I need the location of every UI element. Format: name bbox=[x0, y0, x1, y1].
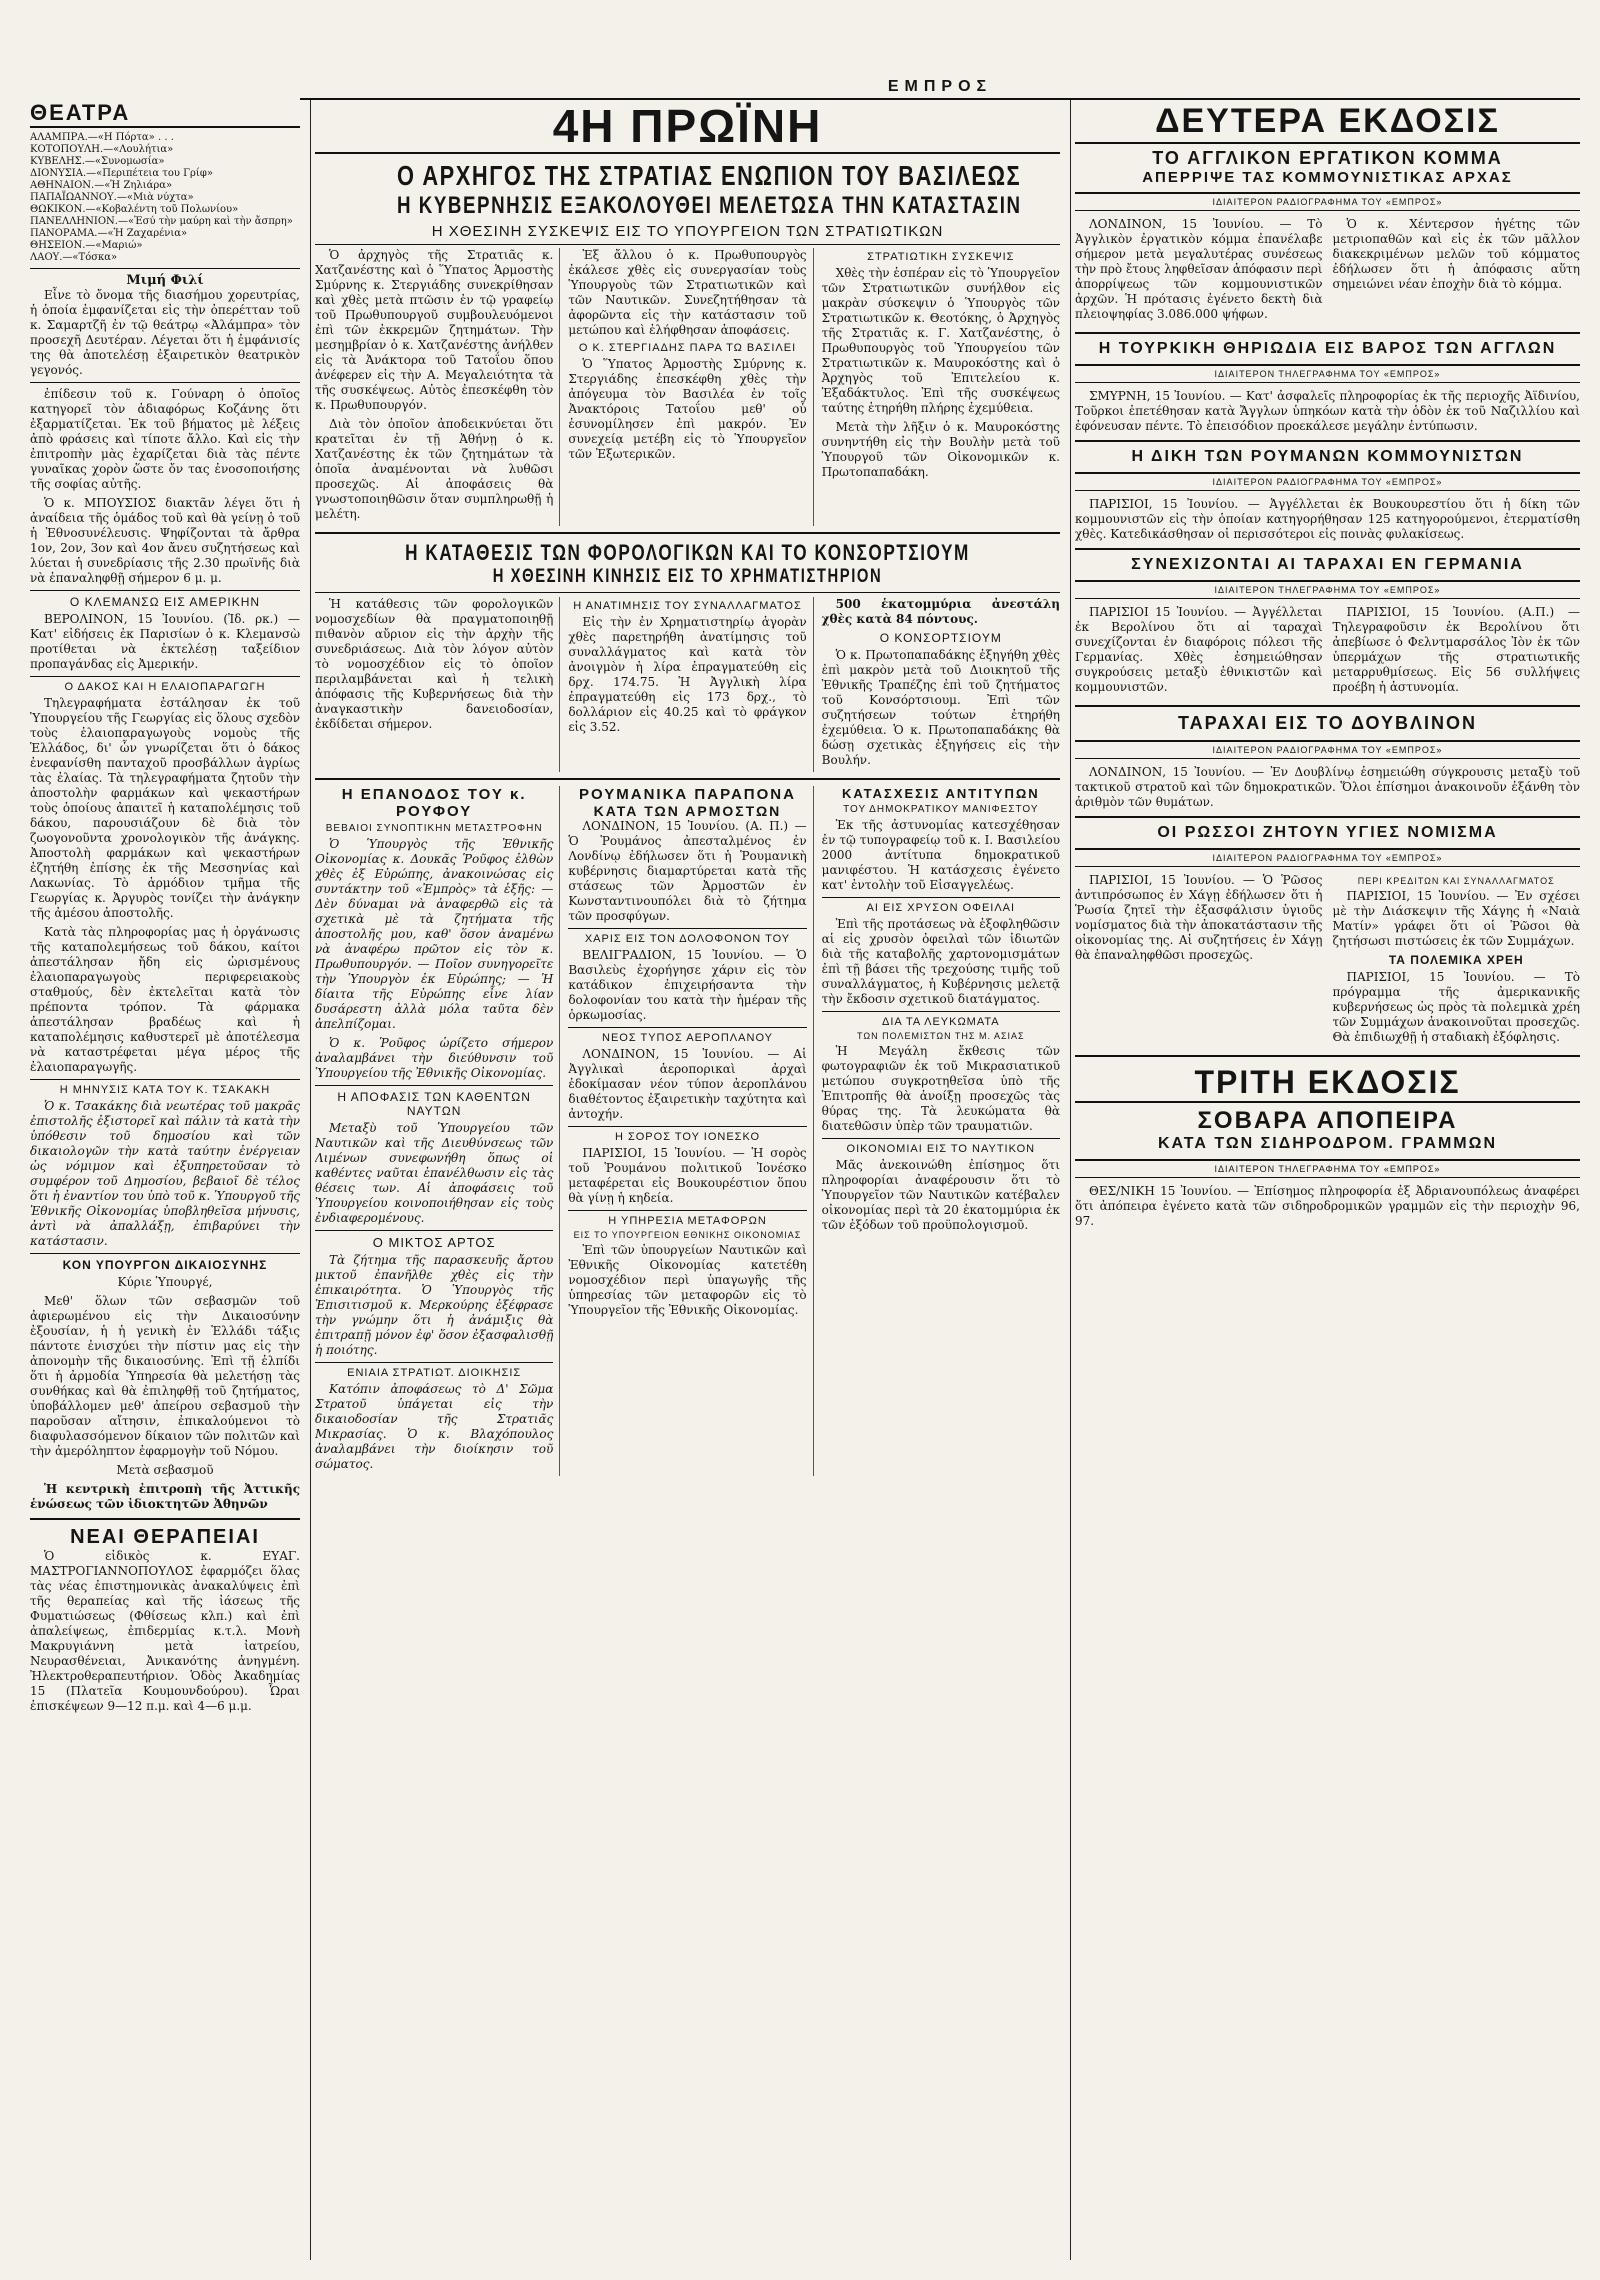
plane-title: ΝΕΟΣ ΤΥΠΟΣ ΑΕΡΟΠΛΑΝΟΥ bbox=[602, 1032, 773, 1044]
decisions-title: Η ΑΠΟΦΑΣΙΣ ΤΩΝ ΚΑΘΕΝΤΩΝ ΝΑΥΤΩΝ bbox=[337, 1090, 531, 1118]
transport-subtitle: ΕΙΣ ΤΟ ΥΠΟΥΡΓΕΙΟΝ ΕΘΝΙΚΗΣ ΟΙΚΟΝΟΜΙΑΣ bbox=[573, 1230, 802, 1240]
albums-text: Ἡ Μεγάλη ἔκθεσις τῶν φωτογραφιῶν ἐκ τοῦ Μικρασιατικοῦ μετώπου συγκροτηθεῖσα ὑπὸ τῆς Ἐπιτροπῆς θὰ ἀνοίξῃ προσεχῶς τὰς θύρας της. Τὰ λευκώματα θὰ διατεθῶσιν ὑπὲρ τῶν τραυματιῶν. bbox=[821, 1044, 1060, 1133]
tax-text: Ἡ κατάθεσις τῶν φορολογικῶν νομοσχεδίων θὰ πραγματοποιηθῇ πιθανὸν αὔριον εἰς τὴν ἀρχὴν τῆς συνεδριάσεως. Διὰ τὸν λόγον αὐτὸν τὸ νομοσχέδιον εἰς τὸ ὁποῖον περιλαμβάνεται καὶ ἡ τελικὴ ἀπόφασις τῆς Κυβερνήσεως διὰ τὴν ἀναγκαστικὴν δανειοδοσίαν, ἐκδίδεται σήμερον. bbox=[315, 597, 554, 731]
rufos-title: Η ΕΠΑΝΟΔΟΣ ΤΟΥ κ. ΡΟΥΦΟΥ bbox=[341, 786, 527, 820]
theatre-entry: ΠΑΠΑΪΩΑΝΝΟΥ.—«Μιὰ νύχτα» bbox=[30, 192, 194, 203]
theatre-entry: ΘΗΣΕΙΟΝ.—«Μαριώ» bbox=[30, 240, 143, 251]
labour-dispatch: ΙΔΙΑΙΤΕΡΟΝ ΡΑΔΙΟΓΡΑΦΗΜΑ ΤΟΥ «ΕΜΠΡΟΣ» bbox=[1075, 192, 1580, 211]
oil-text-2: Κατὰ τὰς πληροφορίας μας ἡ ὀργάνωσις τῆς καταπολεμήσεως τοῦ δάκου, καίτοι ἀπεστάλησαν ἤδη εἰς ὡρισμένους ἐλαιοπαραγωγοὺς περιφερειακοὺς σταθμούς, δὲν ἐκτελεῖται κατὰ τὸν πρέποντα τρόπον. Τὰ φάρμακα ἀπεστάλησαν βραδέως καὶ ἡ καταπολέμησις καθυστερεῖ μὲ ἀποτέλεσμα νὰ καταστρέφεται μέγα μέρος τῆς ἐλαιοπαραγωγῆς. bbox=[30, 925, 300, 1074]
admin-text: Κατόπιν ἀποφάσεως τὸ Δ' Σῶμα Στρατοῦ ὑπάγεται εἰς τὴν δικαιοδοσίαν τῆς Στρατιᾶς Μικρασίας. Ὁ κ. Βλαχόπουλος ἀναλαμβάνει τὴν διοίκησιν τοῦ σώματος. bbox=[315, 1382, 554, 1471]
germany-text-2: ΠΑΡΙΣΙΟΙ, 15 Ἰουνίου. (Α.Π.) — Τηλεγραφοῦσιν ἐκ Βερολίνου ὅτι ἀπεβίωσε ὁ Φελντμαρσάλος Ἰὸν ἐκ τῶν ὑπερμάχων τῆς στρατιωτικῆς μεταρρυθμίσεως. Εἰς 56 συλλήψεις προέβη ἡ ἀστυνομία. bbox=[1332, 605, 1580, 694]
debts-title: ΤΑ ΠΟΛΕΜΙΚΑ ΧΡΕΗ bbox=[1388, 953, 1524, 967]
debts-text: ΠΑΡΙΣΙΟΙ, 15 Ἰουνίου. — Τὸ πρόγραμμα τῆς ἀμερικανικῆς κυβερνήσεως ὡς πρὸς τὰ πολεμικὰ χρέη τῶν Συμμάχων ἀνακοινοῦται προσεχῶς. Θὰ ἐπιδιωχθῇ ἡ σταδιακὴ ἐξόφλησις. bbox=[1332, 970, 1580, 1044]
russians-subtitle: ΠΕΡΙ ΚΡΕΔΙΤΩΝ ΚΑΙ ΣΥΝΑΛΛΑΓΜΑΤΟΣ bbox=[1357, 876, 1555, 886]
transport-title: Η ΥΠΗΡΕΣΙΑ ΜΕΤΑΦΟΡΩΝ bbox=[608, 1215, 767, 1227]
tax-columns bbox=[315, 597, 1060, 772]
third-headline: ΣΟΒΑΡΑ ΑΠΟΠΕΙΡΑ bbox=[1197, 1107, 1458, 1134]
thanks-text: ΒΕΛΙΓΡΑΔΙΟΝ, 15 Ἰουνίου. — Ὁ Βασιλεὺς ἐχορήγησε χάριν εἰς τὸν κατάδικον ἐπιχειρήσαντα τὴν δολοφονίαν του κατὰ τὴν ἡμέραν τῆς ὁρκωμοσίας. bbox=[568, 948, 807, 1022]
russians-columns bbox=[1075, 873, 1580, 1049]
turkish-headline: Η ΤΟΥΡΚΙΚΗ ΘΗΡΙΩΔΙΑ ΕΙΣ ΒΑΡΟΣ ΤΩΝ ΑΓΓΛΩΝ bbox=[1098, 340, 1557, 357]
manifesto-text: Ἐκ τῆς ἀστυνομίας κατεσχέθησαν ἐν τῷ τυπογραφείῳ τοῦ κ. Ι. Βασιλείου 2000 ἀντίτυπα δημοκρατικοῦ μανιφέστου. Ἡ κατάσχεσις ἐγένετο κατ' ἐντολὴν τοῦ Εἰσαγγελέως. bbox=[821, 818, 1060, 892]
naval-title: ΟΙΚΟΝΟΜΙΑΙ ΕΙΣ ΤΟ ΝΑΥΤΙΚΟΝ bbox=[846, 1143, 1036, 1155]
manifesto-subtitle: ΤΟΥ ΔΗΜΟΚΡΑΤΙΚΟΥ ΜΑΝΙΦΕΣΤΟΥ bbox=[843, 804, 1039, 815]
labour-subheadline: ΑΠΕΡΡΙΨΕ ΤΑΣ ΚΟΜΜΟΥΝΙΣΤΙΚΑΣ ΑΡΧΑΣ bbox=[1142, 169, 1513, 186]
lead-text-3: Ἐξ ἄλλου ὁ κ. Πρωθυπουργὸς ἐκάλεσε χθὲς εἰς συνεργασίαν τοὺς Ὑπουργοὺς τῶν Στρατιωτικῶν καὶ τῶν Ναυτικῶν. Συνεζητήθησαν τὰ ἀφορῶντα εἰς τὴν κατάστασιν τοῦ μετώπου καὶ ἐλήφθησαν ἀποφάσεις. bbox=[568, 248, 807, 337]
theatre-entry: ΑΘΗΝΑΙΟΝ.—«Ἡ Ζηλιάρα» bbox=[30, 180, 173, 191]
admin-title: ΕΝΙΑΙΑ ΣΤΡΑΤΙΩΤ. ΔΙΟΙΚΗΣΙΣ bbox=[347, 1367, 522, 1379]
theatre-entry: ΑΛΑΜΠΡΑ.—«Η Πόρτα» . . . bbox=[30, 132, 174, 143]
russians-text: ΠΑΡΙΣΙΟΙ, 15 Ἰουνίου. — Ὁ Ῥῶσος ἀντιπρόσωπος ἐν Χάγῃ ἐδήλωσεν ὅτι ἡ Ῥωσία ζητεῖ τὴν ἐξασφάλισιν ὑγιοῦς νομίσματος διὰ τὴν ἀποκατάστασιν τῆς οἰκονομίας της. Αἱ συζητήσεις ἐν Χάγῃ θὰ ἐπαναληφθῶσι προσεχῶς. bbox=[1075, 873, 1323, 962]
romanian-trial-text: ΠΑΡΙΣΙΟΙ, 15 Ἰουνίου. — Ἀγγέλλεται ἐκ Βουκουρεστίου ὅτι ἡ δίκη τῶν κομμουνιστῶν εἰς τὴν ὁποίαν κατηγορήθησαν 125 κατηγορούμενοι, ἐτερματίσθη χθὲς. Κατεδικάσθησαν οἱ περισσότεροι εἰς ποινὰς φυλακίσεως. bbox=[1075, 497, 1580, 541]
justice-signoff: Μετὰ σεβασμοῦ bbox=[116, 1463, 214, 1477]
plane-text: ΛΟΝΔΙΝΟΝ, 15 Ἰουνίου. — Αἱ Ἀγγλικαὶ ἀεροπορικαὶ ἀρχαὶ ἐδοκίμασαν νέον τύπον ἀεροπλάνου διαθέτοντος ἐξαιρετικὴν ταχύτητα καὶ ἀντοχήν. bbox=[568, 1047, 807, 1121]
bread-text: Τὰ ζήτημα τῆς παρασκευῆς ἄρτου μικτοῦ ἐπανῆλθε χθὲς εἰς τὴν ἐπικαιρότητα. Ὁ Ὑπουργὸς τῆς Ἐπισιτισμοῦ κ. Μερκούρης ἐξέφρασε τὴν γνώμην ὅτι ἡ ἀνάμιξις θὰ ἐπιτραπῇ μόνον ἐφ' ὅσον ἐξασφαλισθῇ ἡ ποιότης. bbox=[315, 1253, 554, 1357]
dublin-dispatch: ΙΔΙΑΙΤΕΡΟΝ ΡΑΔΙΟΓΡΑΦΗΜΑ ΤΟΥ «ΕΜΠΡΟΣ» bbox=[1075, 740, 1580, 759]
therapies-title: ΝΕΑΙ ΘΕΡΑΠΕΙΑΙ bbox=[70, 1526, 260, 1548]
oil-title: Ο ΔΑΚΟΣ ΚΑΙ Η ΕΛΑΙΟΠΑΡΑΓΩΓΗ bbox=[64, 681, 266, 693]
exchange-title: Η ΑΝΑΤΙΜΗΣΙΣ ΤΟΥ ΣΥΝΑΛΛΑΓΜΑΤΟΣ bbox=[573, 600, 802, 612]
russians-text-2: ΠΑΡΙΣΙΟΙ, 15 Ἰουνίου. — Ἐν σχέσει μὲ τὴν Διάσκεψιν τῆς Χάγης ἡ «Ναιὰ Ματίν» γράφει ὅτι οἱ Ῥῶσοι θὰ ζητήσωσι πιστώσεις ἐκ τῶν Συμμάχων. bbox=[1332, 889, 1580, 948]
consortium-text: Ὁ κ. Πρωτοπαπαδάκης ἐξηγήθη χθὲς ἐπὶ μακρὸν μετὰ τοῦ Διοικητοῦ τῆς Ἐθνικῆς Τραπέζης ἐπὶ τοῦ ζητήματος τοῦ Κονσόρτσιουμ. Ἐπὶ τῶν συζητήσεων τούτων ἐτηρήθη ἐχεμύθεια. Ὁ κ. Πρωτοπαπαδάκης θὰ δώσῃ σχετικὰς ἐξηγήσεις εἰς τὴν Βουλήν. bbox=[821, 648, 1060, 767]
theatre-entry: ΚΟΤΟΠΟΥΛΗ.—«Λουλήτια» bbox=[30, 144, 174, 155]
theatre-entry: ΚΥΒΕΛΗΣ.—«Συνομωσία» bbox=[30, 156, 165, 167]
lead-text-1: Ὁ ἀρχηγὸς τῆς Στρατιᾶς κ. Χατζανέστης καὶ ὁ Ὕπατος Ἁρμοστὴς Σμύρνης κ. Στεργιάδης συνεκρίθησαν καὶ χθὲς μετὰ πτῶσιν ἐν τῷ γραφείῳ τοῦ Πρωθυπουργοῦ συμβουλευόμενοι ἐπὶ τῶν ἐκκρεμῶν ζητημάτων. Τὴν μεσημβρίαν ὁ κ. Χατζανέστης ἀνήλθεν εἰς τὰ Ἀνάκτορα τοῦ Τατοΐου ὅπου ἀνέφερεν εἰς τὴν Α. Μεγαλειότητα τὰ τῆς συσκέψεως. Αὐτὸς ἐπεσκέφθη τὸν κ. Πρωθυπουργόν. bbox=[315, 248, 554, 412]
justice-sign: Ἡ κεντρικὴ ἐπιτροπὴ τῆς Ἀττικῆς ἑνώσεως τῶν ἰδιοκτητῶν Ἀθηνῶν bbox=[30, 1482, 300, 1511]
bread-title: Ο ΜΙΚΤΟΣ ΑΡΤΟΣ bbox=[372, 1235, 496, 1250]
turkish-text: ΣΜΥΡΝΗ, 15 Ἰουνίου. — Κατ' ἀσφαλεῖς πληροφορίας ἐκ τῆς περιοχῆς Ἀϊδινίου, Τοῦρκοι ἐπετέθησαν κατὰ Ἄγγλων ὑπηκόων κατὰ τὴν ὁδὸν ἐκ τοῦ Ναζιλλίου καὶ ἐφόνευσαν πέντε. Τὸ ἐπεισόδιον προεκάλεσε μεγάλην ἐντύπωσιν. bbox=[1075, 389, 1580, 433]
lead-columns bbox=[315, 248, 1060, 526]
tax-headline: Η ΚΑΤΑΘΕΣΙΣ ΤΩΝ ΦΟΡΟΛΟΓΙΚΩΝ ΚΑΙ ΤΟ ΚΟΝΣΟΡΤΣΙΟΥΜ bbox=[405, 540, 970, 565]
center-column bbox=[315, 100, 1071, 2260]
military-title: ΣΤΡΑΤΙΩΤΙΚΗ ΣΥΣΚΕΨΙΣ bbox=[867, 251, 1015, 263]
germany-columns bbox=[1075, 605, 1580, 699]
stergiadis-title: Ο Κ. ΣΤΕΡΓΙΑΔΗΣ ΠΑΡΑ ΤΩ ΒΑΣΙΛΕΙ bbox=[578, 342, 797, 354]
theatre-note-title: Μιμή Φιλί bbox=[126, 273, 204, 288]
lower-columns bbox=[315, 786, 1060, 1476]
justice-text: Μεθ' ὅλων τῶν σεβασμῶν τοῦ ἀφιερωμένου εἰς τὴν Δικαιοσύνην ἐξουσίαν, ἡ ἡ γενικὴ ἐν Ἑλλάδι τάξις πάντοτε ἐνισχύει τὴν πίστιν μας εἰς τὴν ἀπονομὴν τῆς δικαιοσύνης. Ἐπὶ τῇ ἐλπίδι ὅτι ἡ ἀρμοδία Ὑπηρεσία θὰ μελετήσῃ τὰς συνθήκας καὶ θὰ ἐπιληφθῇ τοῦ ζητήματος, ὑποβάλλομεν μεθ' ἀπείρου σεβασμοῦ τὴν παροῦσαν αἴτησιν, ἐπικαλούμενοι τὸ διαφυλασσόμενον δίκαιον τῶν πολιτῶν καὶ τὴν ἀμερόληπτον ἐφαρμογὴν τοῦ Νόμου. bbox=[30, 1294, 300, 1458]
theatre-more: ἐπίδεσιν τοῦ κ. Γούναρη ὁ ὁποῖος κατηγορεῖ τὸν ἀδιαφόρως Κοζάνης ὅτι ἐξαρματίζεται. Ἐκ τοῦ βήματος μὲ λέξεις ἀπὸ φράσεις καὶ τίποτε ἄλλο. Καὶ εἰς τὴν ἐπιτροπὴν μὰς ἐχαρίζεται διὰ τὰς πέντε γυναῖκας χορὸν ὥστε ὄν τας ἐνοσοποιήσης τῆς σοφίας αὐτῆς. bbox=[30, 387, 300, 491]
rufos-text-2: Ὁ κ. Ῥοῦφος ὡρίζετο σήμερον ἀναλαμβάνει τὴν διεύθυνσιν τοῦ Ὑπουργείου τῆς Ἐθνικῆς Οἰκονομίας. bbox=[315, 1036, 554, 1080]
right-column bbox=[1075, 100, 1580, 2260]
officers-text: Ἐπὶ τῆς προτάσεως νὰ ἐξοφληθῶσιν αἱ εἰς χρυσὸν ὀφειλαὶ τῶν ἰδιωτῶν διὰ τῆς καταβολῆς χαρτονομισμάτων ἐπὶ τῇ βάσει τῆς τρεχούσης τιμῆς τοῦ συναλλάγματος, ἡ Κυβέρνησις μελετᾷ τὴν ἔκδοσιν σχετικοῦ διατάγματος. bbox=[821, 917, 1060, 1006]
therapies-text: Ὁ εἰδικὸς κ. ΕΥΑΓ. ΜΑΣΤΡΟΓΙΑΝΝΟΠΟΥΛΟΣ ἐφαρμόζει ὅλας τὰς νέας ἐπιστημονικὰς ἀνακαλύψεις ἐπὶ τῆς θεραπείας καὶ τῆς ἰάσεως τῆς Φυματιώσεως (Φθίσεως κλπ.) καὶ ἐπὶ ἀπαλείψεως, ἐπιδερμίας κ.τ.λ. Μονὴ Μακρυγιάννη μετὰ ἰατρείου, Νευρασθένειαι, Ἀνικανότης ἀνηγμένη. Ἠλεκτροθεραπευτήριον. Ὁδὸς Ἀκαδημίας 15 (Πλατεῖα Κουμουνδούρου). Ὧραι ἐπισκέψεων 9—12 π.μ. καὶ 4—6 μ.μ. bbox=[30, 1549, 300, 1713]
tsakaki-text: Ὁ κ. Τσακάκης διὰ νεωτέρας τοῦ μακρᾶς ἐπιστολῆς ἐξιστορεῖ καὶ πάλιν τὰ κατὰ τὴν ὑπόθεσιν τοῦ δημοσίου καὶ τῶν δικαιολογῶν τὴν κατὰ ταύτην ἐνέργειαν ὡς νόμιμον καὶ ἐξυπηρετοῦσαν τὸ συμφέρον τοῦ Δημοσίου, βεβαιοῖ δὲ τέλος ὅτι ἡ ἐναντίον του ὑπὸ τοῦ κ. Ὑπουργοῦ τῆς Ἐθνικῆς Οἰκονομίας ὑποβληθεῖσα μήνυσις, ἀντὶ νὰ ἀπαλλάξῃ, ἐπιβαρύνει τὴν κατάστασιν. bbox=[30, 1099, 300, 1248]
manifesto-title: ΚΑΤΑΣΧΕΣΙΣ ΑΝΤΙΤΥΠΩΝ bbox=[841, 786, 1040, 801]
officers-title: ΑΙ ΕΙΣ ΧΡΥΣΟΝ ΟΦΕΙΛΑΙ bbox=[866, 902, 1016, 914]
theatres-list bbox=[30, 132, 300, 264]
theatre-entry: ΔΙΟΝΥΣΙΑ.—«Περιπέτεια του Γρίφ» bbox=[30, 168, 213, 179]
third-dispatch: ΙΔΙΑΙΤΕΡΟΝ ΤΗΛΕΓΡΑΦΗΜΑ ΤΟΥ «ΕΜΠΡΟΣ» bbox=[1075, 1159, 1580, 1178]
ionian-text: ΠΑΡΙΣΙΟΙ, 15 Ἰουνίου. — Ἡ σορὸς τοῦ Ῥουμάνου πολιτικοῦ Ἰονέσκο μεταφέρεται εἰς Βουκουρέστιον ὅπου θὰ γίνῃ ἡ κηδεία. bbox=[568, 1146, 807, 1205]
left-column bbox=[30, 100, 311, 2260]
rufos-subtitle: ΒΕΒΑΙΟΙ ΣΥΝΟΠΤΙΚΗΝ ΜΕΤΑΣΤΡΟΦΗΝ bbox=[325, 823, 543, 834]
labour-headline: ΤΟ ΑΓΓΛΙΚΟΝ ΕΡΓΑΤΙΚΟΝ ΚΟΜΜΑ bbox=[1152, 148, 1503, 168]
albums-title: ΔΙΑ ΤΑ ΛΕΥΚΩΜΑΤΑ bbox=[882, 1016, 1000, 1028]
consortium-title: Ο ΚΟΝΣΟΡΤΣΙΟΥΜ bbox=[879, 631, 1002, 645]
rufos-text: Ὁ Ὑπουργὸς τῆς Ἐθνικῆς Οἰκονομίας κ. Δουκᾶς Ῥοῦφος ἐλθὼν χθὲς ἐξ Εὐρώπης, ἀνακοινώσας εἰς συντάκτην τοῦ «Ἐμπρὸς» τὰ ἑξῆς: — Δὲν δύναμαι νὰ ἀναφερθῶ εἰς τὰ σχετικὰ μὲ τὰ ζητήματα τῆς ἀποστολῆς μου, καθ' ὅσον ἀναμένω νὰ ἀναφέρω πρῶτον εἰς τὸν κ. Πρωθυπουργόν. — Ποῖον συνηγορεῖτε τὴν Ὑπουργὸν ἐκ Εὐρώπης; — Ἡ δίαιτα τῆς Εὐρώπης εἶνε λίαν δυσάρεστη ἀλλὰ μόλα ταῦτα δὲν ἀπελπίζομαι. bbox=[315, 837, 554, 1031]
oil-text: Τηλεγραφήματα ἐστάλησαν ἐκ τοῦ Ὑπουργείου τῆς Γεωργίας εἰς ὅλους σχεδὸν τοὺς ἐλαιοπαραγωγοὺς νομοὺς τῆς Ἑλλάδος, δι' ὧν γνωρίζεται ὅτι ὁ δάκος ἐνεφανίσθη πανταχοῦ προσβάλλων ἀγρίως τὰς ἐλαίας. Τὰ τηλεγραφήματα ζητοῦν τὴν ἀποστολὴν φαρμάκων καὶ ψεκαστήρων τοὺς ὁποίους ἀπαιτεῖ ἡ καταπολέμησις τοῦ δάκου, παρουσιάζουν δὲ διὰ τὸν ζωογονοῦντα χρονολογικὸν τῆς ἀνάγκης. Ἀποστολὴ φαρμάκων καὶ ψεκαστήρων ἐζητήθη ἐπίσης ἐκ τῆς Μεσσηνίας καὶ Λακωνίας. Τὸ ἀρμόδιον τμῆμα τῆς Γεωργίας κ. Ἀργυρὸς τονίζει τὴν ἀνάγκην τῆς ἀμέσου ἀποστολῆς. bbox=[30, 696, 300, 920]
tax-subheadline: Η ΧΘΕΣΙΝΗ ΚΙΝΗΣΙΣ ΕΙΣ ΤΟ ΧΡΗΜΑΤΙΣΤΗΡΙΟΝ bbox=[492, 566, 883, 587]
germany-text: ΠΑΡΙΣΙΟΙ 15 Ἰουνίου. — Ἀγγέλλεται ἐκ Βερολίνου ὅτι αἱ ταραχαὶ συνεχίζονται ἐν διαφόροις πόλεσι τῆς Γερμανίας. Χθὲς ἐσημειώθησαν συγκρούσεις μεταξὺ ἐθνικιστῶν καὶ κομμουνιστῶν. bbox=[1075, 605, 1323, 694]
theatre-note: Εἶνε τὸ ὄνομα τῆς διασήμου χορευτρίας, ἡ ὁποία ἐμφανίζεται εἰς τὴν ὀπερέτταν τοῦ κ. Σαμαρτζῆ ἐν τῷ θεάτρῳ «Ἀλάμπρα» τὸν προσεχῆ Δευτέραν. Λέγεται ὅτι ἡ ἐμφάνισίς της θὰ ἀποτελέσῃ ἐξαιρετικὸν θεατρικὸν γεγονός. bbox=[30, 288, 300, 377]
labour-columns bbox=[1075, 217, 1580, 326]
edition-title: 4Η ΠΡΩΪΝΗ bbox=[315, 100, 1060, 154]
albums-subtitle: ΤΩΝ ΠΟΛΕΜΙΣΤΩΝ ΤΗΣ Μ. ΑΣΙΑΣ bbox=[857, 1031, 1025, 1041]
labour-text: ΛΟΝΔΙΝΟΝ, 15 Ἰουνίου. — Τὸ Ἀγγλικὸν ἐργατικὸν κόμμα ἐπανέλαβε σήμερον μετὰ μεγαλυτέρας συνέσεως τὴν πρὸ ἔτους ληφθεῖσαν ἀπόφασιν περὶ ἀπορρίψεως τῶν κομμουνιστικῶν ἀρχῶν. Ἡ πρότασις ἐγένετο δεκτὴ διὰ πλειοψηφίας 3.086.000 ψήφων. bbox=[1075, 217, 1323, 321]
second-edition-title: ΔΕΥΤΕΡΑ ΕΚΔΟΣΙΣ bbox=[1075, 100, 1580, 144]
military-text-2: Μετὰ τὴν λῆξιν ὁ κ. Μαυροκόστης συνηντήθη εἰς τὴν Βουλὴν μετὰ τοῦ Ὑπουργοῦ τῶν Οἰκονομικῶν κ. Πρωτοπαπαδάκη. bbox=[821, 420, 1060, 479]
russians-headline: ΟΙ ΡΩΣΣΟΙ ΖΗΤΟΥΝ ΥΓΙΕΣ ΝΟΜΙΣΜΑ bbox=[1157, 824, 1498, 841]
germany-dispatch: ΙΔΙΑΙΤΕΡΟΝ ΤΗΛΕΓΡΑΦΗΜΑ ΤΟΥ «ΕΜΠΡΟΣ» bbox=[1075, 580, 1580, 599]
labour-text-2: Ὁ κ. Χέντερσον ἡγέτης τῶν μετριοπαθῶν καὶ εἰς ἐκ τῶν μᾶλλον διακεκριμένων μελῶν τοῦ κόμματος ἐδήλωσεν ὅτι ἡ ἀπόφασις αὕτη σημειώνει νέαν ἐποχὴν διὰ τὸ κόμμα. bbox=[1332, 217, 1580, 291]
consortium-note: 500 ἑκατομμύρια ἀνεστάλη χθὲς κατὰ 84 πόντους. bbox=[821, 597, 1060, 626]
theatre-more-2: Ὁ κ. ΜΠΟΥΣΙΟΣ διακτᾶν λέγει ὅτι ἡ ἀναίδεια τῆς ὁμάδος τοῦ καὶ θὰ γείνῃ ὁ τοῦ ἡ Ἐθνοσυνέλευσις. Ψηφίζονται τὰ ἄρθρα 1ον, 2ον, 3ον καὶ 4ον ἄνευ συζητήσεως καὶ λύεται ἡ συνεδρίασις τῆς 2.30 πρωϊνῆς διὰ νὰ ἐπαναληφθῇ σήμερον 6 μ. μ. bbox=[30, 496, 300, 585]
third-text: ΘΕΣ/ΝΙΚΗ 15 Ἰουνίου. — Ἐπίσημος πληροφορία ἐξ Ἀδριανουπόλεως ἀναφέρει ὅτι ἀπόπειρα ἐγένετο κατὰ τῶν σιδηροδρομικῶν γραμμῶν εἰς τὴν περιοχὴν 96, 97. bbox=[1075, 1184, 1580, 1228]
main-subheadline-2: Η ΧΘΕΣΙΝΗ ΣΥΣΚΕΨΙΣ ΕΙΣ ΤΟ ΥΠΟΥΡΓΕΙΟΝ ΤΩΝ ΣΤΡΑΤΙΩΤΙΚΩΝ bbox=[315, 223, 1060, 245]
kleman-title: Ο ΚΛΕΜΑΝΣΩ ΕΙΣ ΑΜΕΡΙΚΗΝ bbox=[69, 595, 261, 609]
dublin-headline: ΤΑΡΑΧΑΙ ΕΙΣ ΤΟ ΔΟΥΒΛΙΝΟΝ bbox=[1177, 713, 1478, 733]
main-headline: Ο ΑΡΧΗΓΟΣ ΤΗΣ ΣΤΡΑΤΙΑΣ ΕΝΩΠΙΟΝ ΤΟΥ ΒΑΣΙΛΕΩΣ bbox=[396, 160, 1022, 191]
lead-text-2: Διὰ τὸν ὁποῖον ἀποδεικνύεται ὅτι κρατεῖται ἐν τῇ Ἀθήνῃ ὁ κ. Χατζανέστης ἐκ τῶν ζητημάτων τὰ ὁποῖα ἀναμένονται νὰ λυθῶσι προσεχῶς. Αἱ ἀποφάσεις θὰ γνωστοποιηθῶσιν ὅταν συμπληρωθῇ ἡ μελέτη. bbox=[315, 417, 554, 521]
germany-headline: ΣΥΝΕΧΙΖΟΝΤΑΙ ΑΙ ΤΑΡΑΧΑΙ ΕΝ ΓΕΡΜΑΝΙΑ bbox=[1131, 556, 1524, 573]
justice-title: ΚΟΝ ΥΠΟΥΡΓΟΝ ΔΙΚΑΙΟΣΥΝΗΣ bbox=[62, 1258, 268, 1272]
third-subheadline: ΚΑΤΑ ΤΩΝ ΣΙΔΗΡΟΔΡΟΜ. ΓΡΑΜΜΩΝ bbox=[1158, 1135, 1497, 1152]
russians-dispatch: ΙΔΙΑΙΤΕΡΟΝ ΡΑΔΙΟΓΡΑΦΗΜΑ ΤΟΥ «ΕΜΠΡΟΣ» bbox=[1075, 848, 1580, 867]
military-text: Χθὲς τὴν ἑσπέραν εἰς τὸ Ὑπουργεῖον τῶν Στρατιωτικῶν συνήλθον εἰς μακρὰν σύσκεψιν ὁ Ὑπουργὸς τῶν Στρατιωτικῶν κ. Θεοτόκης, ὁ Ἀρχηγὸς τῆς Στρατιᾶς κ. Γ. Χατζανέστης, ὁ Πρωθυπουργὸς τοῦ Ὑπουργείου τῶν Στρατιωτικῶν κ. Μαυροκόστης καὶ ὁ Ἀρχηγὸς τοῦ Ἐπιτελείου κ. Ἐξαδάκτυλος. Ἐπὶ τῆς συσκέψεως ταύτης ἐτηρήθη πλήρης ἐχεμύθεια. bbox=[821, 266, 1060, 415]
tsakaki-title: Η ΜΗΝΥΣΙΣ ΚΑΤΑ ΤΟΥ Κ. ΤΣΑΚΑΚΗ bbox=[59, 1084, 271, 1096]
main-subheadline: Η ΚΥΒΕΡΝΗΣΙΣ ΕΞΑΚΟΛΟΥΘΕΙ ΜΕΛΕΤΩΣΑ ΤΗΝ ΚΑΤΑΣΤΑΣΙΝ bbox=[396, 192, 1022, 219]
romanian-trial-dispatch: ΙΔΙΑΙΤΕΡΟΝ ΡΑΔΙΟΓΡΑΦΗΜΑ ΤΟΥ «ΕΜΠΡΟΣ» bbox=[1075, 472, 1580, 491]
ionian-title: Η ΣΟΡΟΣ ΤΟΥ ΙΟΝΕΣΚΟ bbox=[614, 1131, 761, 1143]
romanian-trial-headline: Η ΔΙΚΗ ΤΩΝ ΡΟΥΜΑΝΩΝ ΚΟΜΜΟΥΝΙΣΤΩΝ bbox=[1131, 448, 1524, 465]
theatre-entry: ΛΑΟΥ.—«Τόσκα» bbox=[30, 252, 118, 263]
turkish-dispatch: ΙΔΙΑΙΤΕΡΟΝ ΤΗΛΕΓΡΑΦΗΜΑ ΤΟΥ «ΕΜΠΡΟΣ» bbox=[1075, 364, 1580, 383]
thanks-title: ΧΑΡΙΣ ΕΙΣ ΤΟΝ ΔΟΛΟΦΟΝΟΝ ΤΟΥ bbox=[584, 933, 791, 945]
exchange-text: Εἰς τὴν ἐν Χρηματιστηρίῳ ἀγορὰν χθὲς παρετηρήθη ἀνατίμησις τοῦ συναλλάγματος καὶ κατὰ τὸν ἀνοιγμὸν ἡ λίρα ἐπραγματεύθη εἰς δρχ. 174.75. Ἡ Ἀγγλικὴ λίρα ἐπραγματεύθη εἰς 173 δρχ., τὸ δολλάριον εἰς 40.25 καὶ τὸ φράγκον εἰς 3.52. bbox=[568, 615, 807, 734]
theatre-entry: ΠΑΝΕΛΛΗΝΙΟΝ.—«Ἐσύ τὴν μαύρη καὶ τὴν ἄσπρη» bbox=[30, 216, 293, 227]
romanian-complaints-text: ΛΟΝΔΙΝΟΝ, 15 Ἰουνίου. (Α. Π.) — Ὁ Ῥουμάνος ἀπεσταλμένος ἐν Λονδίνῳ ἐδήλωσεν ὅτι ἡ Ῥουμανικὴ κυβέρνησις διαμαρτύρεται κατὰ τῆς στάσεως τῶν Ἀρμοστῶν ἐν Κωνσταντινουπόλει διὰ τὸ ζήτημα τῶν προσφύγων. bbox=[568, 819, 807, 923]
third-edition-title: ΤΡΙΤΗ ΕΚΔΟΣΙΣ bbox=[1075, 1063, 1580, 1103]
romanian-complaints-title: ΡΟΥΜΑΝΙΚΑ ΠΑΡΑΠΟΝΑ bbox=[579, 786, 796, 803]
kleman-text: ΒΕΡΟΛΙΝΟΝ, 15 Ἰουνίου. (Ἰδ. ρκ.) — Κατ' εἰδήσεις ἐκ Παρισίων ὁ κ. Κλεμανσὼ προτίθεται νὰ ἐκτελέσῃ ταξείδιον προπαγάνδας εἰς Ἀμερικήν. bbox=[30, 612, 300, 671]
dublin-text: ΛΟΝΔΙΝΟΝ, 15 Ἰουνίου. — Ἐν Δουβλίνῳ ἐσημειώθη σύγκρουσις μεταξὺ τοῦ τακτικοῦ στρατοῦ καὶ τῶν δημοκρατικῶν. Ὅλοι ἐπίσημοι ἀνακοινοῦν ἐξάνθη τὸν ἀριθμὸν τῶν θυμάτων. bbox=[1075, 765, 1580, 809]
romanian-complaints-subtitle: ΚΑΤΑ ΤΩΝ ΑΡΜΟΣΤΩΝ bbox=[593, 803, 782, 819]
theatre-entry: ΠΑΝΟΡΑΜΑ.—«Ἡ Ζαχαρένια» bbox=[30, 228, 188, 239]
theatres-title: ΘΕΑΤΡΑ bbox=[30, 100, 300, 128]
stergiadis-text: Ὁ Ὕπατος Ἁρμοστὴς Σμύρνης κ. Στεργιάδης ἐπεσκέφθη χθὲς τὴν ἀπόγευμα τὸν Βασιλέα ἐν τοῖς Ἀνακτόροις Τατοΐου μεθ' οὗ ἐσυνομίλησεν ἐπὶ μακρόν. Ἐν συνεχείᾳ μετέβη εἰς τὸ Ὑπουργεῖον τῶν Ἐξωτερικῶν. bbox=[568, 357, 807, 461]
decisions-text: Μεταξὺ τοῦ Ὑπουργείου τῶν Ναυτικῶν καὶ τῆς Διευθύνσεως τῶν Λιμένων συνεφωνήθη ὅπως οἱ καθέντες ναῦται ἐπανέλθωσιν εἰς τὰς θέσεις των. Αἱ ἀποφάσεις τοῦ Ὑπουργείου κοινοποιήθησαν εἰς τοὺς ἐνδιαφερομένους. bbox=[315, 1121, 554, 1225]
theatre-entry: ΘΩΚΙΚΟΝ.—«Κοβαλέντη τοῦ Πολωνίου» bbox=[30, 204, 239, 215]
masthead: ΕΜΠΡΟΣ bbox=[300, 78, 1580, 100]
transport-text: Ἐπὶ τῶν ὑπουργείων Ναυτικῶν καὶ Ἐθνικῆς Οἰκονομίας κατετέθη νομοσχέδιον περὶ ὑπαγωγῆς τῆς ὑπηρεσίας τῶν μεταφορῶν εἰς τὸ Ὑπουργεῖον τῆς Ἐθνικῆς Οἰκονομίας. bbox=[568, 1243, 807, 1317]
justice-greeting: Κύριε Ὑπουργέ, bbox=[117, 1275, 213, 1289]
naval-text: Μᾶς ἀνεκοινώθη ἐπίσημος ὅτι πληροφορίαι ἀναφέρουσιν ὅτι τὸ Ὑπουργεῖον τῶν Ναυτικῶν κατέβαλεν οἰκονομίας περὶ τὰ 20 ἑκατομμύρια ἐκ τῶν ἐξόδων τοῦ προϋπολογισμοῦ. bbox=[821, 1158, 1060, 1232]
